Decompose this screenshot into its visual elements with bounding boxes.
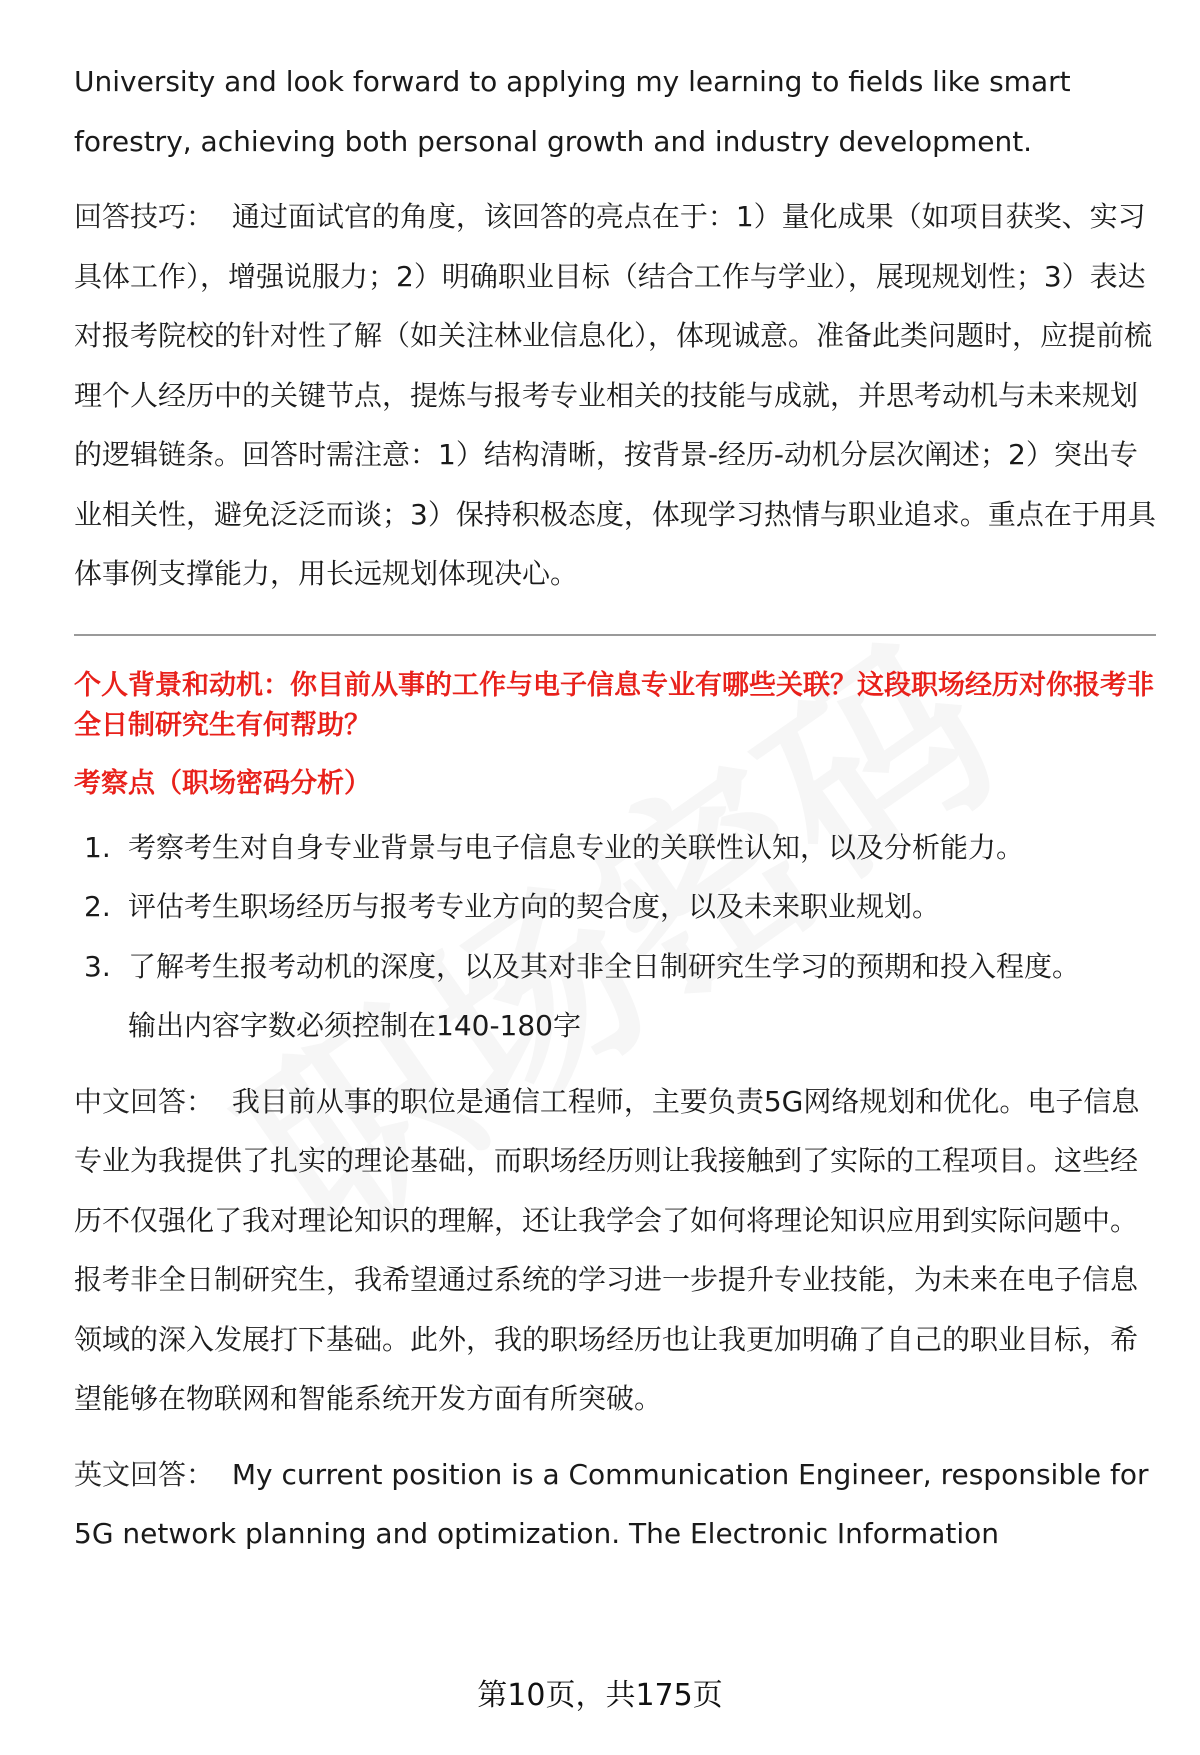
focus-points-list — [74, 818, 1156, 997]
word-limit-note: 输出内容字数必须控制在140-180字 — [128, 1009, 581, 1042]
question-heading: 个人背景和动机：你目前从事的工作与电子信息专业有哪些关联？这段职场经历对你报考非全日制研究生有何帮助？ — [74, 669, 1154, 741]
list-item — [74, 818, 1156, 878]
list-item-text: 考察考生对自身专业背景与电子信息专业的关联性认知，以及分析能力。 — [128, 830, 1025, 864]
answer-tips-paragraph — [74, 187, 1156, 604]
list-item — [74, 937, 1156, 997]
section-divider — [74, 634, 1156, 636]
english-answer-text: My current position is a Communication Engineer, responsible for 5G network planning and optimization. The Electronic Information — [74, 1457, 1149, 1550]
chinese-answer-paragraph — [74, 1072, 1156, 1429]
list-item — [74, 877, 1156, 937]
english-answer-paragraph — [74, 1445, 1156, 1564]
chinese-answer-label: 中文回答： — [74, 1084, 215, 1118]
list-item-number: 1. — [84, 830, 111, 864]
answer-tips-label: 回答技巧： — [74, 200, 215, 233]
page-number-footer: 第10页，共175页 — [477, 1678, 723, 1713]
page-content — [74, 52, 1156, 1564]
list-item-number: 2. — [84, 890, 111, 923]
english-answer-label: 英文回答： — [74, 1457, 215, 1491]
list-item-text: 了解考生报考动机的深度，以及其对非全日制研究生学习的预期和投入程度。 — [128, 949, 1081, 983]
list-item-number: 3. — [84, 949, 111, 983]
focus-points-title: 考察点（职场密码分析） — [74, 767, 371, 799]
intro-english-text: University and look forward to applying my learning to fields like smart forestry, achieving both personal growth and industry development. — [74, 65, 1071, 158]
answer-tips-text: 通过面试官的角度，该回答的亮点在于：1）量化成果（如项目获奖、实习具体工作），增强说服力；2）明确职业目标（结合工作与学业），展现规划性；3）表达对报考院校的针对性了解（如关注林业信息化），体现诚意。准备此类问题时，应提前梳理个人经历中的关键节点，提炼与报考专业相关的技能与成就，并思考动机与未来规划的逻辑链条。回答时需注意：1）结构清晰，按背景-经历-动机分层次阐述；2）突出专业相关性，避免泛泛而谈；3）保持积极态度，体现学习热情与职业追求。重点在于用具体事例支撑能力，用长远规划体现决心。 — [74, 200, 1156, 590]
chinese-answer-text: 我目前从事的职位是通信工程师，主要负责5G网络规划和优化。电子信息专业为我提供了扎实的理论基础，而职场经历则让我接触到了实际的工程项目。这些经历不仅强化了我对理论知识的理解，还让我学会了如何将理论知识应用到实际问题中。报考非全日制研究生，我希望通过系统的学习进一步提升专业技能，为未来在电子信息领域的深入发展打下基础。此外，我的职场经历也让我更加明确了自己的职业目标，希望能够在物联网和智能系统开发方面有所突破。 — [74, 1084, 1140, 1415]
list-item-text: 评估考生职场经历与报考专业方向的契合度，以及未来职业规划。 — [128, 890, 941, 923]
